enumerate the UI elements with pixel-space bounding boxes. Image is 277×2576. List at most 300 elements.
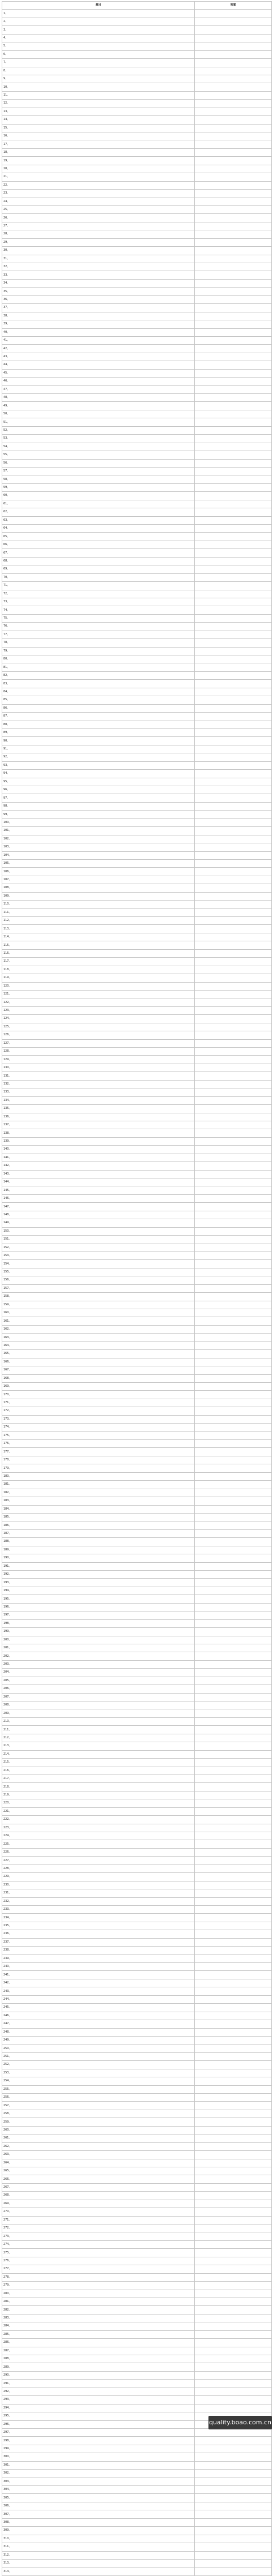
question-cell: 101、 [2, 827, 195, 835]
table-row [2, 116, 272, 124]
table-row [2, 1048, 272, 1056]
row-number: 31 [3, 256, 7, 260]
row-number: 161 [3, 1319, 9, 1323]
table-row [2, 1154, 272, 1161]
question-cell: 10、 [2, 83, 195, 91]
answer-cell [195, 1636, 272, 1644]
table-row [2, 214, 272, 222]
answer-cell [195, 2568, 272, 2575]
answer-cell [195, 1521, 272, 1529]
answer-cell [195, 827, 272, 835]
question-cell: 208、 [2, 1701, 195, 1709]
table-row [2, 843, 272, 851]
question-cell: 99、 [2, 811, 195, 818]
table-row [2, 157, 272, 165]
answer-cell [195, 2396, 272, 2404]
answer-cell [195, 492, 272, 500]
row-number: 270 [3, 2210, 9, 2214]
table-row [2, 990, 272, 998]
row-number: 54 [3, 444, 7, 448]
question-cell: 61、 [2, 500, 195, 508]
table-row [2, 2290, 272, 2298]
table-row [2, 148, 272, 156]
table-row [2, 2347, 272, 2355]
table-row [2, 205, 272, 213]
answer-cell [195, 901, 272, 908]
row-number: 216 [3, 1768, 9, 1772]
answer-cell [195, 2388, 272, 2395]
answer-cell [195, 1211, 272, 1219]
row-number: 53 [3, 436, 7, 440]
answer-cell [195, 100, 272, 108]
row-number: 125 [3, 1025, 9, 1028]
row-number: 49 [3, 404, 7, 408]
question-cell: 296、 [2, 2420, 195, 2428]
question-cell: 211、 [2, 1726, 195, 1734]
row-number: 97 [3, 796, 7, 800]
row-number: 311 [3, 2545, 9, 2549]
answer-cell [195, 1775, 272, 1782]
answer-cell [195, 1186, 272, 1194]
row-number: 160 [3, 1311, 9, 1315]
answer-cell [195, 1481, 272, 1489]
answer-column-header: 答案 [195, 2, 272, 10]
table-row [2, 1096, 272, 1104]
table-row [2, 181, 272, 189]
question-cell: 312、 [2, 2551, 195, 2559]
row-number: 50 [3, 412, 7, 416]
table-row [2, 1538, 272, 1546]
answer-cell [195, 737, 272, 745]
row-number: 43 [3, 355, 7, 359]
question-cell: 254、 [2, 2077, 195, 2085]
row-number: 173 [3, 1417, 9, 1421]
table-row [2, 1219, 272, 1227]
answer-cell [195, 688, 272, 696]
question-cell: 139、 [2, 1137, 195, 1145]
answer-cell [195, 312, 272, 320]
table-row [2, 1464, 272, 1472]
table-row [2, 1186, 272, 1194]
row-number: 96 [3, 788, 7, 792]
table-row [2, 1105, 272, 1113]
row-number: 213 [3, 1744, 9, 1748]
row-number: 222 [3, 1818, 9, 1821]
table-row [2, 336, 272, 344]
table-row [2, 2404, 272, 2412]
table-row [2, 108, 272, 115]
table-row [2, 124, 272, 132]
row-number: 176 [3, 1442, 9, 1446]
table-row [2, 459, 272, 467]
table-row [2, 1072, 272, 1080]
answer-cell [195, 990, 272, 998]
row-number: 184 [3, 1507, 9, 1511]
answer-cell [195, 1685, 272, 1693]
table-row [2, 2159, 272, 2167]
question-cell: 199、 [2, 1628, 195, 1636]
row-number: 11 [3, 93, 7, 97]
row-number: 181 [3, 1482, 9, 1486]
table-row [2, 1628, 272, 1636]
table-row [2, 998, 272, 1006]
question-cell: 38、 [2, 312, 195, 320]
answer-cell [195, 1415, 272, 1423]
answer-cell [195, 2380, 272, 2388]
table-row [2, 2396, 272, 2404]
table-row [2, 573, 272, 581]
question-cell: 276、 [2, 2257, 195, 2265]
table-row [2, 1121, 272, 1129]
table-row [2, 1284, 272, 1292]
row-number: 130 [3, 1066, 9, 1070]
table-row [2, 1440, 272, 1448]
table-row [2, 394, 272, 402]
row-number: 99 [3, 812, 7, 816]
answer-cell [195, 1129, 272, 1137]
row-number: 264 [3, 2161, 9, 2164]
table-row [2, 2543, 272, 2551]
row-number: 273 [3, 2234, 9, 2238]
answer-cell [195, 2535, 272, 2543]
question-cell: 121、 [2, 990, 195, 998]
row-number: 92 [3, 755, 7, 759]
row-number: 90 [3, 739, 7, 743]
answer-cell [195, 1840, 272, 1848]
question-cell: 51、 [2, 418, 195, 426]
table-row [2, 2355, 272, 2363]
table-row [2, 1571, 272, 1579]
table-row [2, 2437, 272, 2445]
row-number: 103 [3, 845, 9, 849]
table-row [2, 132, 272, 140]
table-row [2, 1244, 272, 1251]
question-cell: 218、 [2, 1783, 195, 1791]
row-number: 220 [3, 1801, 9, 1805]
answer-cell [195, 1301, 272, 1309]
question-cell: 310、 [2, 2535, 195, 2543]
question-cell: 195、 [2, 1595, 195, 1603]
answer-cell [195, 2012, 272, 2020]
answer-cell [195, 623, 272, 631]
row-number: 203 [3, 1662, 9, 1666]
question-cell: 128、 [2, 1048, 195, 1056]
question-cell: 118、 [2, 966, 195, 974]
table-row [2, 614, 272, 622]
answer-cell [195, 1178, 272, 1186]
row-number: 38 [3, 314, 7, 318]
question-cell: 190、 [2, 1554, 195, 1562]
table-row [2, 475, 272, 483]
table-row [2, 606, 272, 614]
question-cell: 166、 [2, 1358, 195, 1366]
question-cell: 3、 [2, 26, 195, 34]
table-row [2, 2151, 272, 2159]
answer-cell [195, 1341, 272, 1349]
answer-cell [195, 1628, 272, 1636]
answer-cell [195, 1194, 272, 1202]
answer-cell [195, 1227, 272, 1235]
answer-cell [195, 2445, 272, 2453]
answer-cell [195, 328, 272, 336]
table-row [2, 2559, 272, 2567]
row-number: 218 [3, 1785, 9, 1789]
answer-cell [195, 1865, 272, 1872]
row-number: 80 [3, 657, 7, 661]
question-cell: 299、 [2, 2445, 195, 2453]
table-row [2, 1963, 272, 1971]
question-cell: 95、 [2, 778, 195, 786]
table-row [2, 1947, 272, 1954]
table-row [2, 2306, 272, 2314]
question-cell: 314、 [2, 2568, 195, 2575]
question-cell: 174、 [2, 1424, 195, 1431]
table-row [2, 361, 272, 369]
row-number: 178 [3, 1458, 9, 1462]
row-number: 88 [3, 722, 7, 726]
answer-cell [195, 508, 272, 516]
table-row [2, 100, 272, 108]
question-cell: 261、 [2, 2134, 195, 2142]
table-row [2, 1897, 272, 1905]
row-number: 106 [3, 869, 9, 873]
question-cell: 92、 [2, 753, 195, 761]
question-cell: 167、 [2, 1366, 195, 1374]
answer-cell [195, 541, 272, 548]
question-cell: 143、 [2, 1170, 195, 1178]
table-row [2, 1137, 272, 1145]
table-row [2, 2142, 272, 2150]
question-cell: 8、 [2, 67, 195, 75]
table-row [2, 75, 272, 83]
question-cell: 231、 [2, 1889, 195, 1897]
question-cell: 267、 [2, 2183, 195, 2191]
answer-cell [195, 786, 272, 794]
row-number: 47 [3, 387, 7, 391]
answer-cell [195, 2036, 272, 2044]
row-number: 186 [3, 1523, 9, 1527]
table-row [2, 2102, 272, 2110]
question-cell: 155、 [2, 1268, 195, 1276]
site-watermark: quality.boao.com.cn [208, 2416, 272, 2429]
answer-cell [195, 1382, 272, 1390]
table-row [2, 1595, 272, 1603]
row-number: 157 [3, 1286, 9, 1290]
row-number: 242 [3, 1981, 9, 1985]
row-number: 1 [3, 11, 6, 15]
answer-cell [195, 2216, 272, 2224]
row-number: 195 [3, 1597, 9, 1601]
table-row [2, 802, 272, 810]
row-number: 171 [3, 1401, 9, 1405]
question-cell: 16、 [2, 132, 195, 140]
table-row [2, 279, 272, 287]
answer-cell [195, 10, 272, 18]
table-row [2, 1865, 272, 1872]
answer-cell [195, 173, 272, 181]
question-cell: 235、 [2, 1922, 195, 1930]
table-row [2, 443, 272, 451]
table-row [2, 598, 272, 606]
table-row [2, 1489, 272, 1497]
answer-cell [195, 2371, 272, 2379]
answer-cell [195, 1244, 272, 1251]
answer-cell [195, 67, 272, 75]
answer-cell [195, 1767, 272, 1775]
question-cell: 55、 [2, 451, 195, 459]
question-cell: 22、 [2, 181, 195, 189]
table-row [2, 745, 272, 753]
question-cell: 77、 [2, 631, 195, 638]
question-cell: 2、 [2, 18, 195, 25]
question-cell: 24、 [2, 198, 195, 205]
answer-cell [195, 1783, 272, 1791]
table-row [2, 713, 272, 721]
row-number: 214 [3, 1752, 9, 1756]
table-row [2, 2502, 272, 2510]
question-cell: 105、 [2, 859, 195, 867]
question-cell: 112、 [2, 917, 195, 925]
table-row [2, 663, 272, 671]
table-row [2, 1334, 272, 1341]
table-row [2, 50, 272, 58]
answer-cell [195, 1325, 272, 1333]
question-cell: 188、 [2, 1538, 195, 1546]
table-row [2, 2183, 272, 2191]
question-cell: 248、 [2, 2028, 195, 2036]
row-number: 117 [3, 959, 9, 963]
table-row [2, 835, 272, 843]
question-cell: 224、 [2, 1832, 195, 1840]
answer-cell [195, 353, 272, 361]
table-row [2, 1399, 272, 1407]
row-number: 263 [3, 2153, 9, 2157]
row-number: 5 [3, 44, 6, 48]
question-cell: 284、 [2, 2322, 195, 2330]
question-cell: 35、 [2, 288, 195, 295]
question-cell: 216、 [2, 1767, 195, 1775]
row-number: 189 [3, 1548, 9, 1551]
answer-cell [195, 1816, 272, 1824]
question-cell: 215、 [2, 1759, 195, 1767]
answer-cell [195, 2224, 272, 2232]
table-row [2, 1709, 272, 1717]
question-cell: 48、 [2, 394, 195, 402]
question-cell: 246、 [2, 2012, 195, 2020]
question-cell: 87、 [2, 713, 195, 721]
row-number: 74 [3, 608, 7, 612]
table-row [2, 2208, 272, 2216]
row-number: 202 [3, 1654, 9, 1658]
answer-cell [195, 2192, 272, 2200]
row-number: 194 [3, 1589, 9, 1593]
answer-cell [195, 124, 272, 132]
answer-cell [195, 1293, 272, 1301]
question-cell: 33、 [2, 271, 195, 279]
question-cell: 100、 [2, 818, 195, 826]
answer-cell [195, 1015, 272, 1023]
row-number: 12 [3, 101, 7, 105]
answer-cell [195, 1431, 272, 1439]
question-cell: 98、 [2, 802, 195, 810]
row-number: 36 [3, 297, 7, 301]
row-number: 246 [3, 2013, 9, 2017]
row-number: 26 [3, 216, 7, 220]
answer-cell [195, 1750, 272, 1758]
row-number: 230 [3, 1883, 9, 1887]
row-number: 68 [3, 559, 7, 563]
table-row [2, 2069, 272, 2077]
question-cell: 238、 [2, 1947, 195, 1954]
row-number: 271 [3, 2218, 9, 2222]
question-cell: 295、 [2, 2412, 195, 2420]
question-cell: 119、 [2, 974, 195, 982]
question-cell: 1、 [2, 10, 195, 18]
answer-cell [195, 2306, 272, 2314]
table-row [2, 1979, 272, 1987]
answer-cell [195, 949, 272, 957]
answer-cell [195, 34, 272, 42]
question-cell: 286、 [2, 2339, 195, 2347]
table-row [2, 1717, 272, 1725]
table-row [2, 1170, 272, 1178]
row-number: 77 [3, 632, 7, 636]
table-row [2, 2192, 272, 2200]
question-cell: 107、 [2, 876, 195, 884]
answer-cell [195, 851, 272, 859]
answer-cell [195, 1529, 272, 1537]
answer-cell [195, 410, 272, 418]
row-number: 282 [3, 2308, 9, 2312]
question-cell: 247、 [2, 2020, 195, 2028]
table-row [2, 2371, 272, 2379]
question-cell: 191、 [2, 1562, 195, 1570]
question-cell: 43、 [2, 353, 195, 361]
question-cell: 34、 [2, 279, 195, 287]
table-row [2, 1660, 272, 1668]
answer-cell [195, 704, 272, 712]
row-number: 259 [3, 2120, 9, 2124]
table-row [2, 1562, 272, 1570]
row-number: 134 [3, 1098, 9, 1102]
answer-cell [195, 1954, 272, 1962]
question-cell: 106、 [2, 868, 195, 876]
question-cell: 209、 [2, 1709, 195, 1717]
row-number: 98 [3, 804, 7, 808]
table-row [2, 655, 272, 663]
table-row [2, 1194, 272, 1202]
row-number: 302 [3, 2471, 9, 2475]
table-row [2, 778, 272, 786]
row-number: 94 [3, 771, 7, 775]
row-number: 70 [3, 575, 7, 579]
question-cell: 292、 [2, 2388, 195, 2395]
row-number: 158 [3, 1295, 9, 1298]
question-cell: 172、 [2, 1407, 195, 1415]
table-row [2, 2249, 272, 2257]
table-row [2, 794, 272, 802]
table-row [2, 582, 272, 590]
question-cell: 242、 [2, 1979, 195, 1987]
row-number: 239 [3, 1956, 9, 1960]
question-cell: 279、 [2, 2282, 195, 2290]
table-row [2, 2282, 272, 2290]
row-number: 41 [3, 338, 7, 342]
row-number: 241 [3, 1973, 9, 1977]
answer-cell [195, 680, 272, 688]
answer-cell [195, 1505, 272, 1513]
table-row [2, 1816, 272, 1824]
